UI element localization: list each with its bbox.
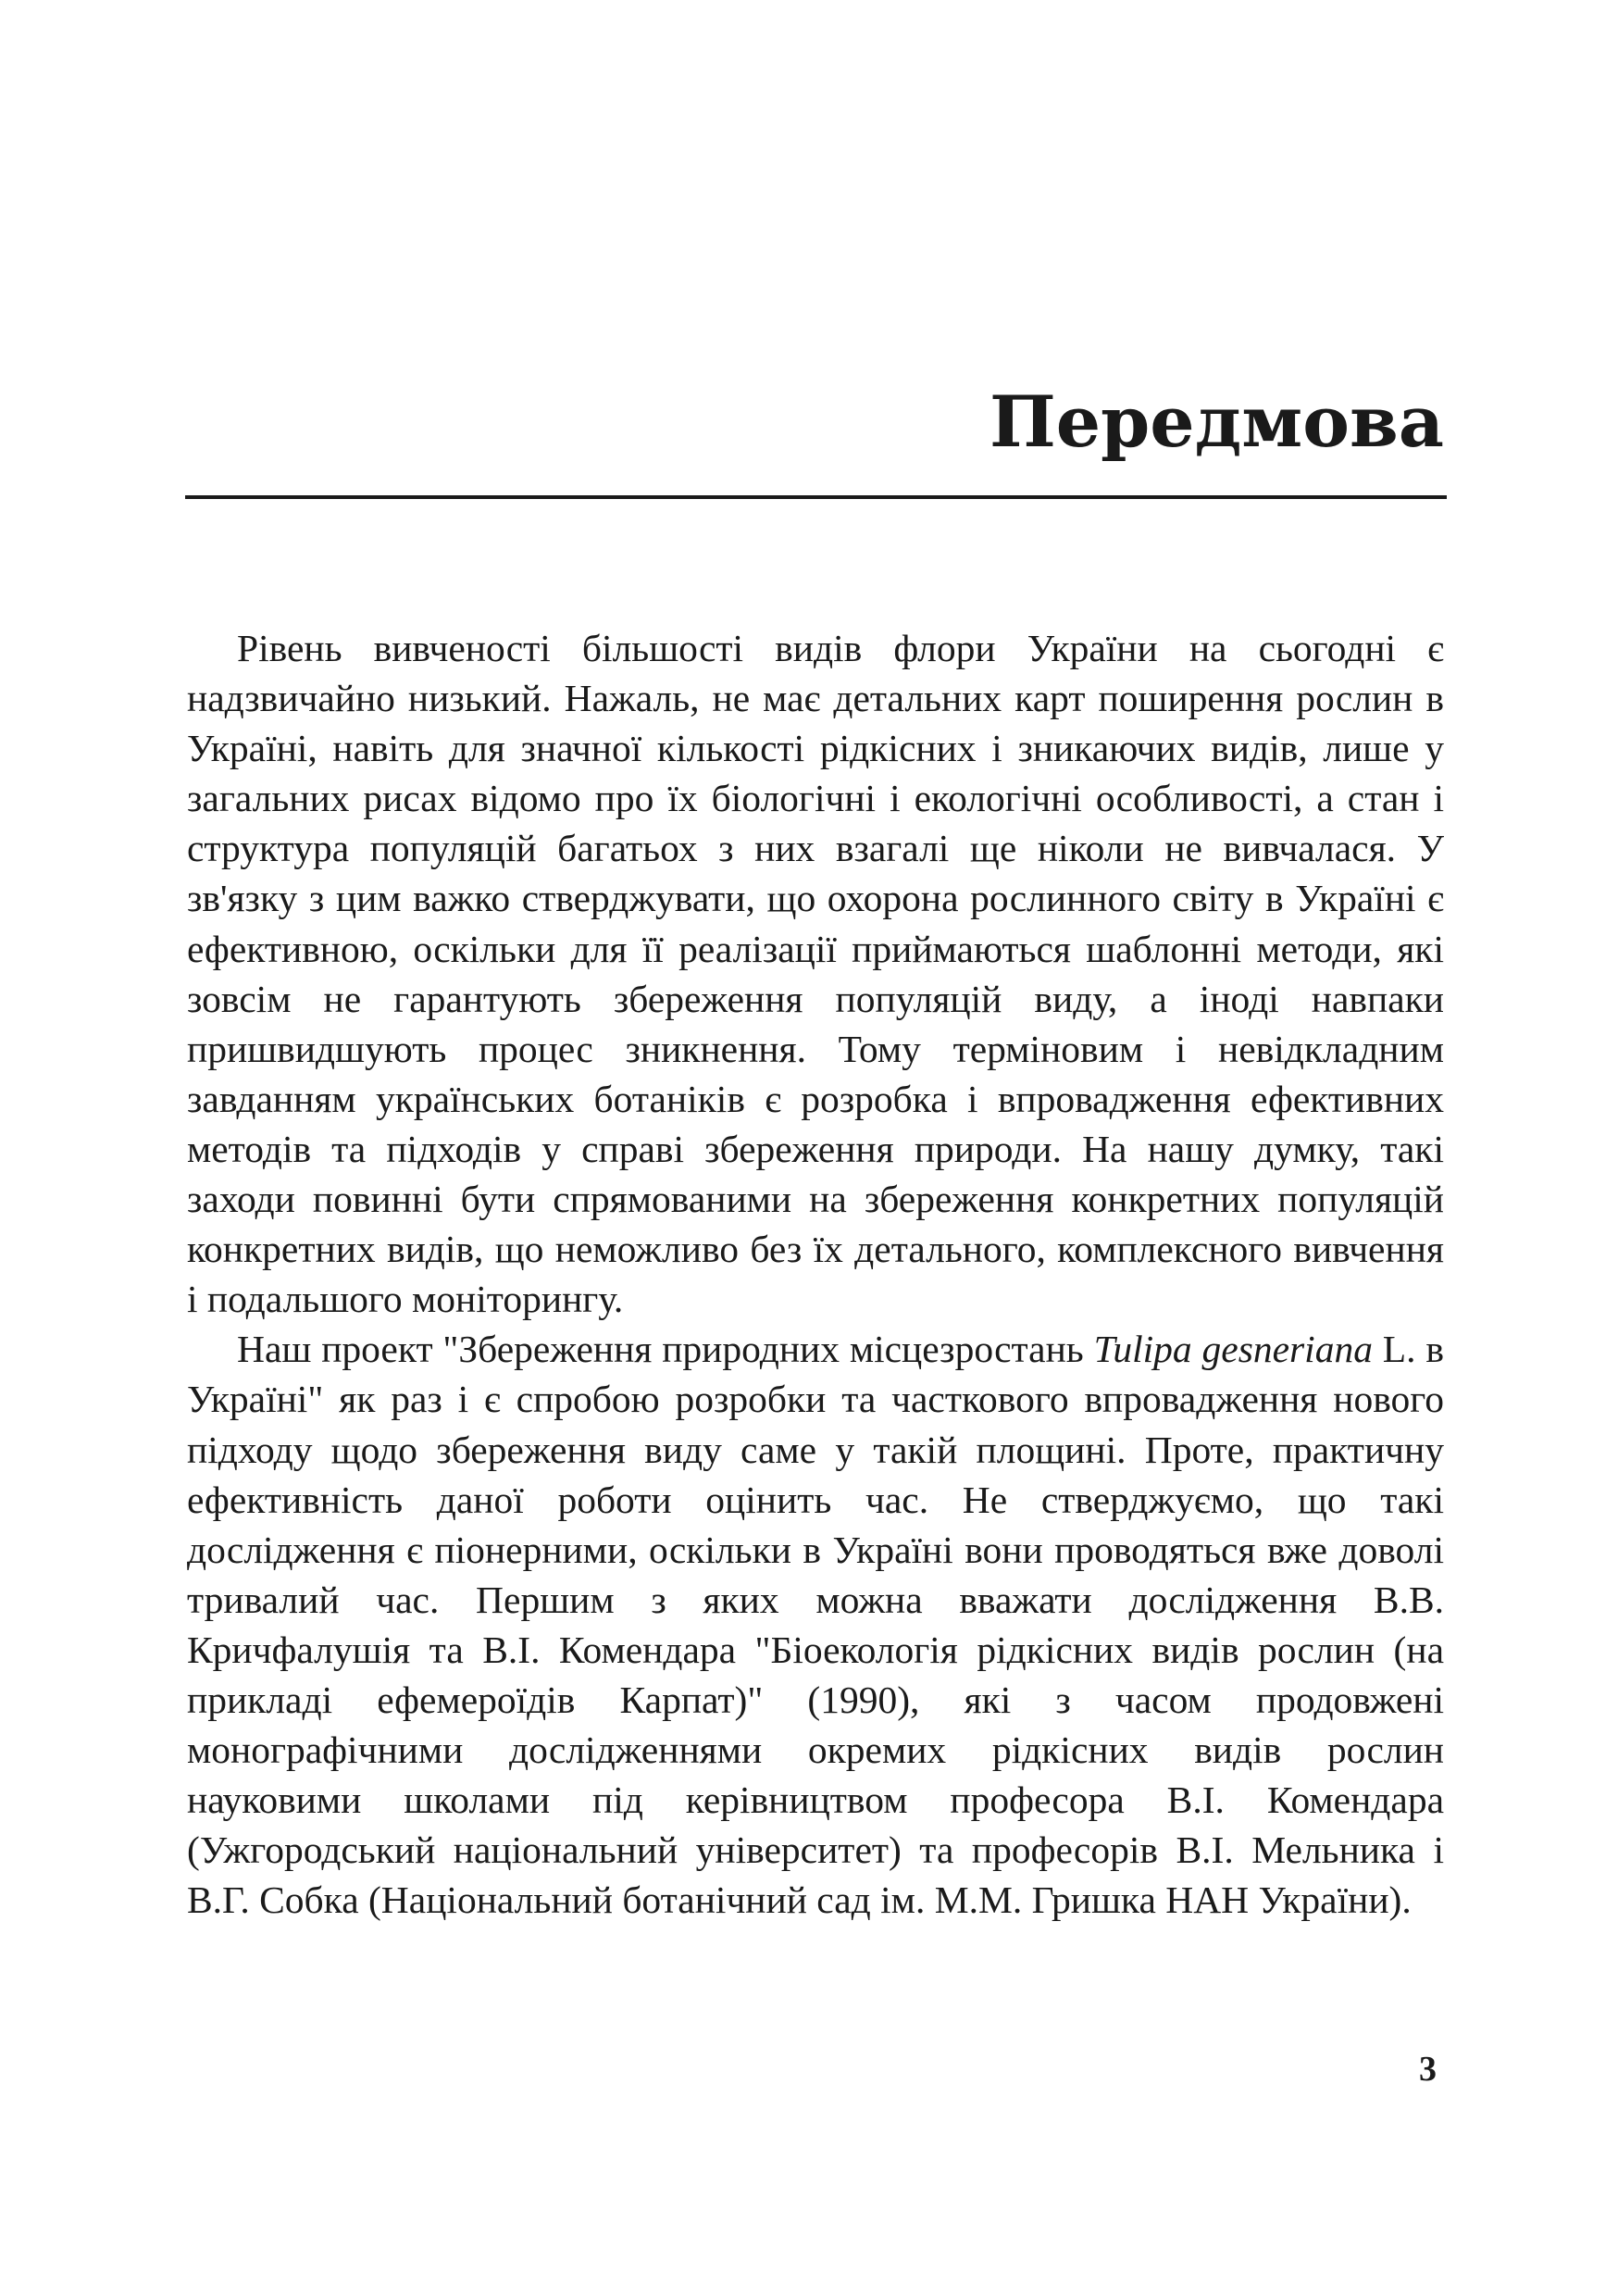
page-number: 3 — [1419, 2050, 1437, 2089]
paragraph-project — [187, 1324, 1444, 1925]
body-text — [187, 623, 1444, 1925]
paragraph-project-rest: L. в Україні" як раз і є спробою розробки та часткового впровадження нового підходу щодо збереження виду саме у такій площині. Проте, практичну ефективність даної роботи оцінить час. Не стверджуємо, що такі дослідження є піонерними, оскільки в Україні вони проводяться вже доволі тривалий час. Першим з яких можна вважати дослідження В.В. Кричфалушія та В.І. Комендара "Біоекологія рідкісних видів рослин (на прикладі ефемероїдів Карпат)" (1990), які з часом продовжені монографічними дослідженнями окремих рідкісних видів рослин науковими школами під керівництвом професора В.І. Комендара (Ужгородський національний університет) та професорів В.І. Мельника і В.Г. Собка (Національний ботанічний сад ім. М.М. Гришка НАН України). — [187, 1328, 1444, 1922]
title-underline-rule — [185, 495, 1447, 499]
paragraph-intro: Рівень вивченості більшості видів флори України на сьогодні є надзвичайно низький. Нажаль, не має детальних карт поширення рослин в Україні, навіть для значної кількості рідкісних і зникаючих видів, лише у загальних рисах відомо про їх біологічні і екологічні особливості, а стан і структура популяцій багатьох з них взагалі ще ніколи не вивчалася. У зв'язку з цим важко стверджувати, що охорона рослинного світу в Україні є ефективною, оскільки для її реалізації приймаються шаблонні методи, які зовсім не гарантують збереження популяцій виду, а іноді навпаки пришвидшують процес зникнення. Тому терміновим і невідкладним завданням українських ботаніків є розробка і впровадження ефективних методів та підходів у справі збереження природи. На нашу думку, такі заходи повинні бути спрямованими на збереження конкретних популяцій конкретних видів, що неможливо без їх детального, комплексного вивчення і подальшого моніторингу. — [187, 627, 1444, 1321]
chapter-title: Передмова — [989, 381, 1444, 463]
paragraph-project-start: Наш проект "Збереження природних місцезростань — [237, 1328, 1094, 1371]
species-name: Tulipa gesneriana — [1093, 1328, 1373, 1371]
